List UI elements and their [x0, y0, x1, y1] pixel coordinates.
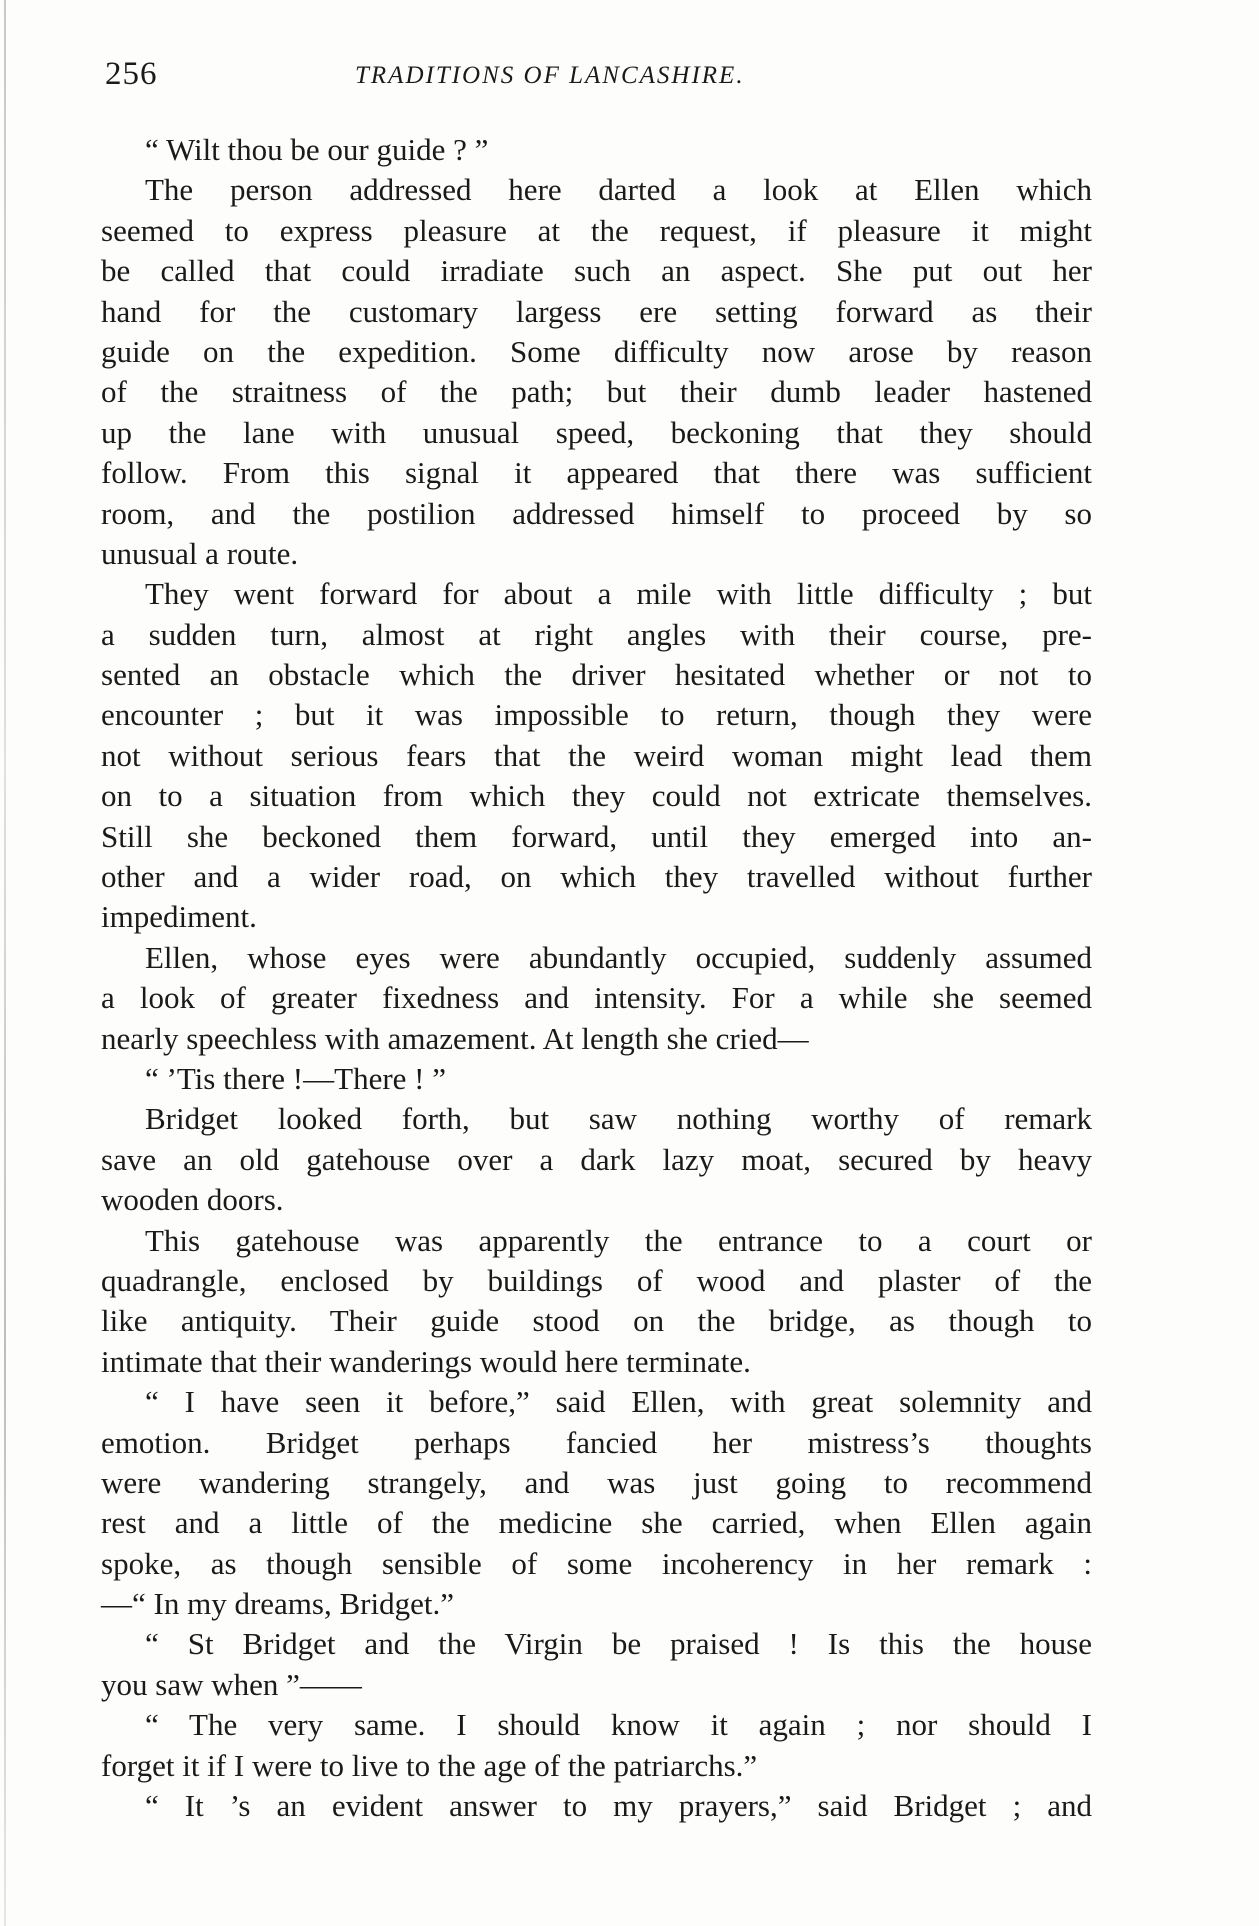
text-line: The person addressed here darted a look at Ellen which — [145, 172, 1092, 208]
text-line: guide on the expedition. Some difficulty now arose by reason — [101, 333, 1092, 369]
running-title: TRADITIONS OF LANCASHIRE. — [355, 62, 745, 89]
text-line: “ It ’s an evident answer to my prayers,” said Bridget ; and — [145, 1788, 1092, 1824]
text-line: encounter ; but it was impossible to return, though they were — [101, 697, 1092, 733]
text-line: Bridget looked forth, but saw nothing worthy of remark — [145, 1101, 1092, 1137]
text-line: not without serious fears that the weird woman might lead them — [101, 737, 1092, 773]
text-line: “ St Bridget and the Virgin be praised ! Is this the house — [145, 1626, 1092, 1662]
text-line: like antiquity. Their guide stood on the bridge, as though to — [101, 1303, 1092, 1339]
text-line: They went forward for about a mile with little difficulty ; but — [145, 576, 1092, 612]
text-line: wooden doors. — [101, 1182, 284, 1218]
text-line: on to a situation from which they could not extricate themselves. — [101, 778, 1092, 814]
text-line: —“ In my dreams, Bridget.” — [101, 1586, 454, 1622]
text-line: room, and the postilion addressed himself to proceed by so — [101, 495, 1092, 531]
text-line: “ ’Tis there !—There ! ” — [145, 1060, 446, 1096]
text-line: “ The very same. I should know it again ; nor should I — [145, 1707, 1092, 1743]
text-line: sented an obstacle which the driver hesitated whether or not to — [101, 657, 1092, 693]
text-line: unusual a route. — [101, 535, 299, 571]
text-line: up the lane with unusual speed, beckoning that they should — [101, 414, 1092, 450]
text-line: forget it if I were to live to the age of the patriarchs.” — [101, 1747, 758, 1783]
text-line: impediment. — [101, 899, 257, 935]
text-line: spoke, as though sensible of some incoherency in her remark : — [101, 1545, 1092, 1581]
text-line: of the straitness of the path; but their dumb leader hastened — [101, 374, 1092, 410]
text-line: seemed to express pleasure at the request, if pleasure it might — [101, 212, 1092, 248]
text-line: you saw when ”—— — [101, 1666, 362, 1702]
text-line: were wandering strangely, and was just going to recommend — [101, 1464, 1092, 1500]
text-line: “ Wilt thou be our guide ? ” — [145, 132, 489, 167]
text-line: save an old gatehouse over a dark lazy moat, secured by heavy — [101, 1141, 1092, 1177]
text-line: This gatehouse was apparently the entrance to a court or — [145, 1222, 1092, 1258]
body-text — [101, 130, 1092, 1826]
text-line: other and a wider road, on which they travelled without further — [101, 859, 1092, 895]
text-line: hand for the customary largess ere setting forward as their — [101, 293, 1092, 329]
text-line: rest and a little of the medicine she carried, when Ellen again — [101, 1505, 1092, 1541]
text-line: “ I have seen it before,” said Ellen, with great solemnity and — [145, 1384, 1092, 1420]
page-header — [105, 56, 1095, 106]
page-edge-shadow — [4, 0, 6, 1926]
text-line: quadrangle, enclosed by buildings of wood and plaster of the — [101, 1262, 1092, 1298]
text-line: a sudden turn, almost at right angles with their course, pre- — [101, 616, 1092, 652]
text-line: nearly speechless with amazement. At length she cried— — [101, 1020, 809, 1056]
text-line: intimate that their wanderings would here terminate. — [101, 1343, 751, 1379]
text-line: emotion. Bridget perhaps fancied her mistress’s thoughts — [101, 1424, 1092, 1460]
text-line: Still she beckoned them forward, until they emerged into an- — [101, 818, 1092, 854]
text-line: Ellen, whose eyes were abundantly occupied, suddenly assumed — [145, 939, 1092, 975]
page-number: 256 — [105, 56, 158, 92]
text-line: follow. From this signal it appeared that there was sufficient — [101, 455, 1092, 491]
text-line: be called that could irradiate such an aspect. She put out her — [101, 253, 1092, 289]
text-line: a look of greater fixedness and intensity. For a while she seemed — [101, 980, 1092, 1016]
